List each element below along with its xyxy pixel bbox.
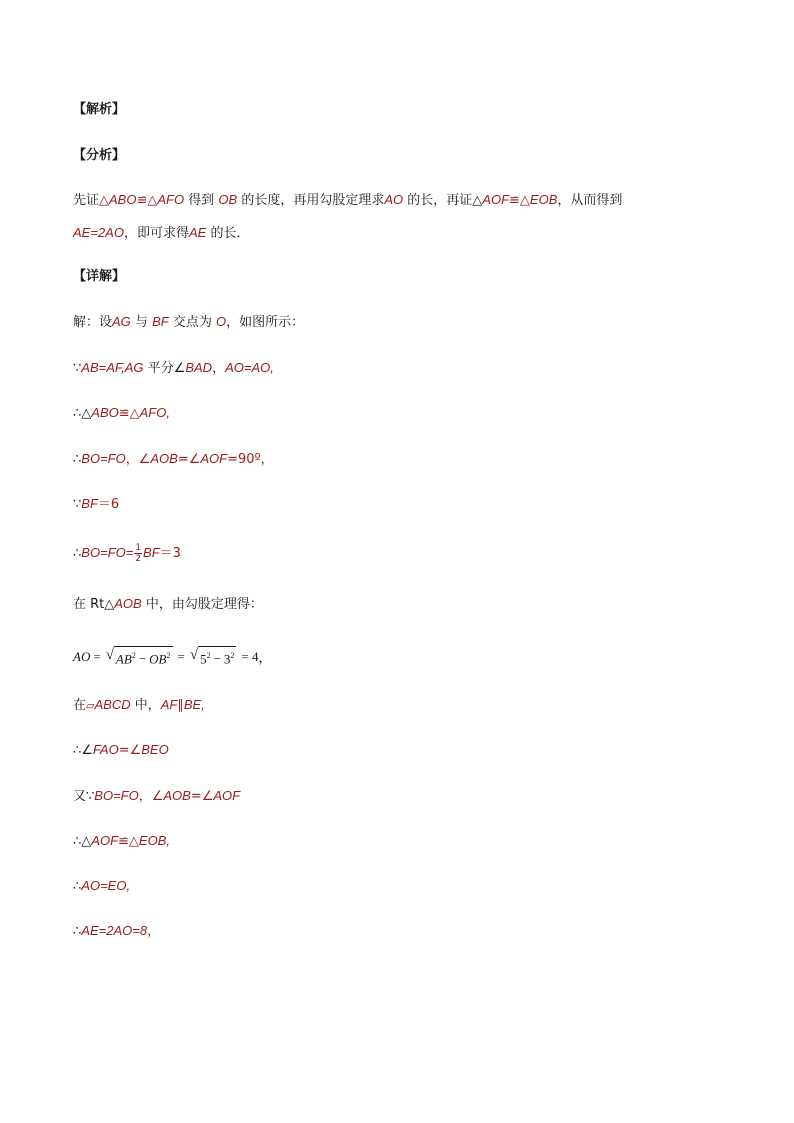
sqrt-five-three: √ $5^2 - 3^2$ xyxy=(189,647,235,667)
solution-line-6: ∴BO=FO= $\frac{1}{2}$ BF＝3 xyxy=(73,543,181,564)
solution-line-3: ∴△ABO≌△AFO, xyxy=(73,405,170,421)
radical-sign: √ xyxy=(189,647,199,663)
radical-sign: √ xyxy=(105,647,114,663)
analysis-line-2: AE=2AO，即可求得AE 的长． xyxy=(73,225,250,241)
sqrt-ab-ob: √ $AB^2 - OB^2$ xyxy=(105,647,171,667)
solution-line-13: ∴AE=2AO=8， xyxy=(73,923,161,939)
solution-line-9: ∴∠FAO=∠BEO xyxy=(73,742,169,758)
fraction-one-half: $\frac{1}{2}$ xyxy=(135,543,142,564)
solution-line-2: ∵AB=AF,AG 平分∠BAD，AO=AO, xyxy=(73,360,274,376)
solution-line-4: ∴BO=FO，∠AOB=∠AOF=90º， xyxy=(73,451,274,467)
solution-line-7: 在 Rt△AOB 中，由勾股定理得： xyxy=(73,596,263,612)
heading-jiexi: 【解析】 xyxy=(73,102,126,117)
solution-line-10: 又∵BO=FO，∠AOB=∠AOF xyxy=(73,788,241,804)
analysis-line-1: 先证△ABO≌△AFO 得到 OB 的长度，再用勾股定理求AO 的长，再证△AOF≌△EOB，从而得到 xyxy=(73,192,623,208)
solution-line-1: 解：设AG 与 BF 交点为 O，如图所示： xyxy=(73,314,305,330)
solution-line-5: ∵BF＝6 xyxy=(73,496,120,512)
solution-line-8: 在▱ABCD 中，AF∥BE, xyxy=(73,697,205,713)
solution-line-11: ∴△AOF≌△EOB, xyxy=(73,833,170,849)
heading-fenxi: 【分析】 xyxy=(73,148,126,163)
pythagorean-formula: AO = √ $AB^2 - OB^2$ = √ $5^2 - 3^2$ = 4 ， xyxy=(73,647,272,667)
solution-line-12: ∴AO=EO, xyxy=(73,878,131,894)
heading-xiangjie: 【详解】 xyxy=(73,269,126,284)
parallelogram-symbol: ▱ xyxy=(86,699,95,712)
